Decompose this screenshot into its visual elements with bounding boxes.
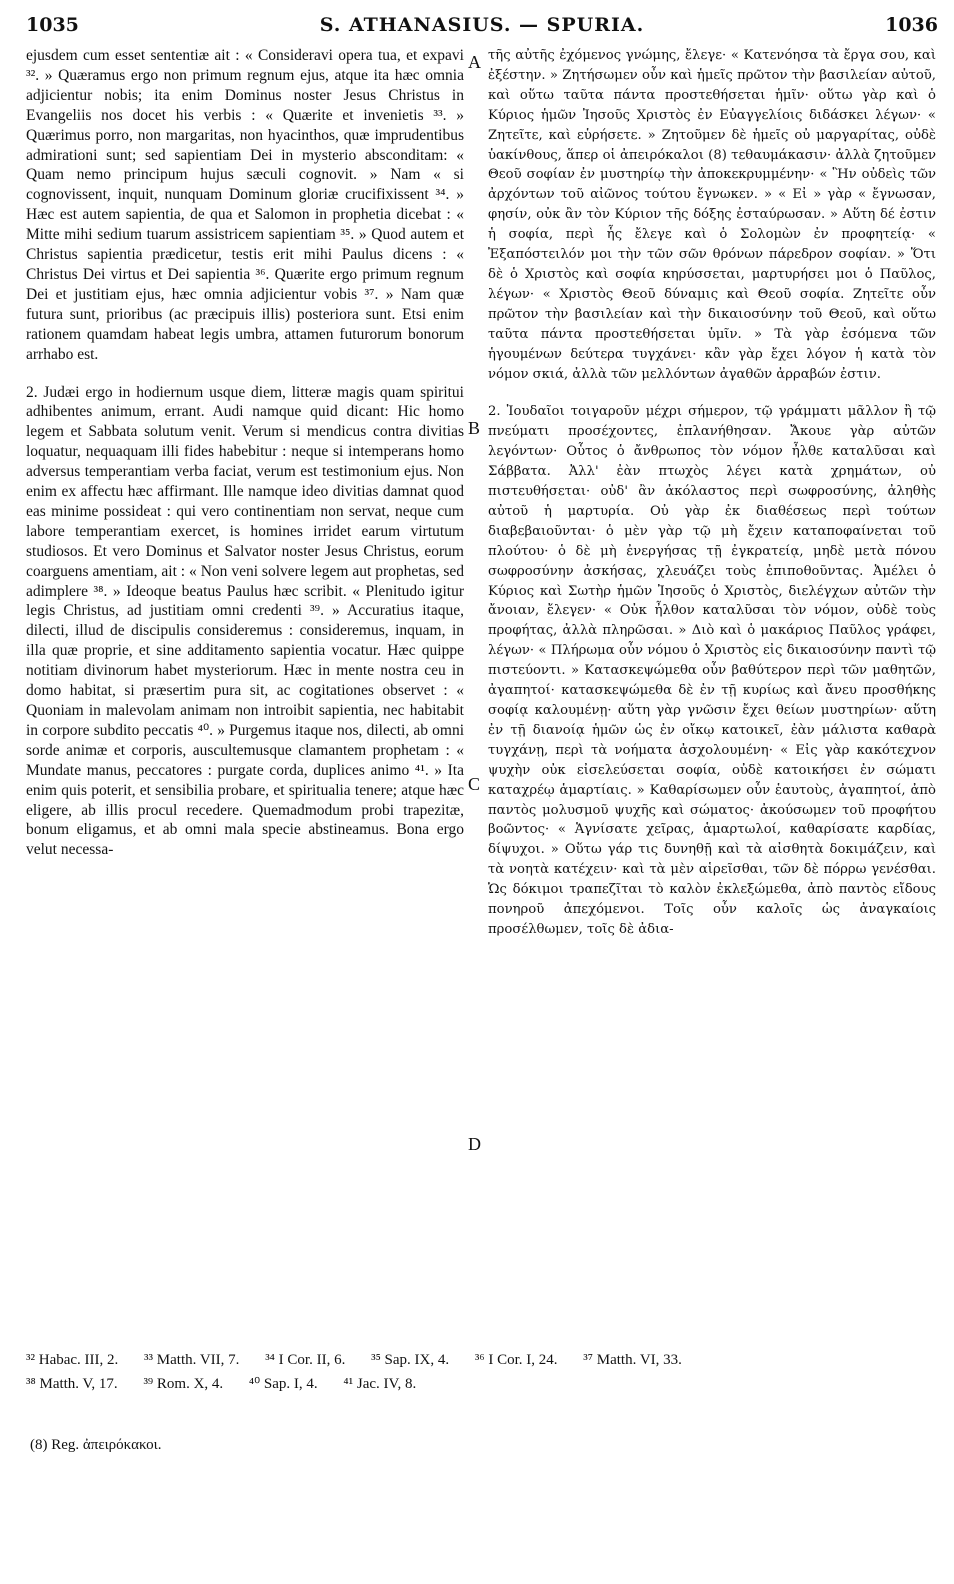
footnotes-row-1 [26,1352,938,1369]
footnote: ³² Habac. III, 2. [26,1352,119,1368]
footnote: ³⁷ Matth. VI, 33. [583,1352,682,1368]
footnote: ³⁵ Sap. IX, 4. [371,1352,450,1368]
footnote: ³³ Matth. VII, 7. [144,1352,240,1368]
margin-marker-d: D [468,1134,481,1154]
greek-paragraph-1: τῆς αὐτῆς ἐχόμενος γνώμης, ἔλεγε· « Κατενόησα τὰ ἔργα σου, καὶ ἐξέστην. » Ζητήσωμεν οὖν καὶ ἡμεῖς πρῶτον τὴν βασιλείαν αὐτοῦ, καὶ οὕτω ταῦτα πάντα προστεθήσεται ἡμῖν· οὕτω γὰρ καὶ ὁ Κύριος ἡμῶν Ἰησοῦς Χριστὸς ἐν Εὐαγγελίοις διδάσκει λέγων· « Ζητεῖτε, καὶ εὑρήσετε. » Ζητοῦμεν δὲ ἡμεῖς οὐ μαργαρίτας, οὐδὲ ὑακίνθους, ἅπερ οἱ ἀπειρόκαλοι (8) τεθαυμάκασιν· ἀλλὰ ζητοῦμεν Θεοῦ σοφίαν ἐν μυστηρίῳ τὴν ἀποκεκρυμμένην· « Ἣν οὐδεὶς τῶν ἀρχόντων τοῦ αἰῶνος τούτου ἔγνωκεν. » « Εἰ » γὰρ « ἔγνωσαν, φησίν, οὐκ ἂν τὸν Κύριον τῆς δόξης ἐσταύρωσαν. » Αὕτη δέ ἐστιν ἡ σοφία, περὶ ἧς ἔλεγε καὶ ὁ Σολομὼν ἐν προφητείᾳ· « Ἐξαπόστειλόν μοι τὴν τῶν σῶν θρόνων πάρεδρον σοφίαν. » Ὅτι δὲ ὁ Χριστὸς καὶ σοφία κηρύσσεται, μαρτυρήσει μοι ὁ Παῦλος, λέγων· « Χριστὸς Θεοῦ δύναμις καὶ Θεοῦ σοφία. Ζητεῖτε οὖν πρῶτον τὴν βασιλείαν καὶ τὴν δικαιοσύνην τοῦ Θεοῦ, καὶ οὕτω ταῦτα πάντα προστεθήσεται ὑμῖν. » Τὰ γὰρ ἐσόμενα τῶν ἡγουμένων δεύτερα τυγχάνει· κἂν γὰρ ἔχει λόγον ἡ κατὰ τὸν νόμον σκιά, ἀλλὰ τῶν μελλόντων ἀγαθῶν ἀρραβών ἐστιν. [488,48,936,382]
greek-column [488,46,936,958]
latin-paragraph-2: 2. Judæi ergo in hodiernum usque diem, litteræ magis quam spiritui adhibentes animum, errant. Audi namque quid dicant: Hic homo legem et Sabbata solutum venit. Verum si mendicus contra divitias loquatur, nequaquam illi fides habebitur : neque si intemperans homo adversus temperantiam verba faciat, verum est testimonium ejus. Non enim ex affectu hæc affirmant. Ille namque ideo divitias damnat quod eas minime possideat : qui vero continentiam non servat, neque cum labore temperantiam exercet, is homines irridet earum virtutum studiosos. Et vero Dominus et Salvator noster Jesus Christus, eorum coarguens amentiam, ait : « Non veni solvere legem aut prophetas, sed adimplere ³⁸. » Ideoque beatus Paulus hæc scribit. « Plenitudo igitur legis Christus, ad justitiam omni credenti ³⁹. » Accuratius itaque, dilecti, illud de discipulis consideremus : consideremus, inquam, in illa quæ proprie, et sine additamento sapientia vocatur. Hæc quippe notitiam divinorum habet mysteriorum. Hæc in mente nostra ceu in domo habitat, si præsertim pura sit, ac cogitationes observet : « Quoniam in malevolam animam non introibit sapientia, nec habitabit in corpore subdito peccatis ⁴⁰. » Purgemus itaque nos, dilecti, ab omni sorde animæ et corporis, auscultemusque clamantem prophetam : « Mundate manus, peccatores : purgate corda, duplices animo ⁴¹. » Ita enim quis poterit, et sensibilia probare, et spiritualia tenere; atque hæc eligere, ab illis procul recedere. Quemadmodum probi trapezitæ, bonum eligamus, et ab omni mala specie abstineamus. Bona ergo velut necessa- [26,383,464,859]
page-header [26,14,938,42]
variant-note: (8) Reg. ἀπειρόκακοι. [30,1437,162,1453]
footnote: ⁴⁰ Sap. I, 4. [248,1376,318,1392]
latin-column [26,46,464,878]
margin-marker-a: A [468,52,481,72]
latin-paragraph-1: ejusdem cum esset sententiæ ait : « Consideravi opera tua, et expavi ³². » Quæramus ergo non primum regnum ejus, atque ita hæc omnia adjicientur nobis; ita enim Dominus noster Jesus Christus in Evangeliis nos docet his verbis : « Quærite et invenietis ³³. » Quærimus porro, non margaritas, non hyacinthos, quæ imprudentibus admirationi sunt; sed sapientiam Dei in mysterio absconditam: « Quam nemo principum hujus sæculi cognovit. » Nam « si cognovissent, inquit, nunquam Dominum gloriæ crucifixissent ³⁴. » Hæc est autem sapientia, de qua et Salomon in prophetia dicebat : « Mitte mihi sedium tuarum assistricem sapientiam ³⁵. » Quod autem et Christus sapientia prædicetur, testis erit mihi Paulus dicens : « Christus Dei virtus et Dei sapientia ³⁶. Quærite ergo primum regnum Dei et justitiam ejus, hæc omnia adjicientur vobis ³⁷. » Nam quæ futura sunt, prioribus (ac præcipuis illis) posteriora sunt. Etsi enim rationem quamdam habeat legis umbra, attamen futurorum bonorum arrhabo est. [26,47,464,363]
footnotes-row-2 [26,1374,938,1393]
running-title: S. ATHANASIUS. — SPURIA. [319,14,645,36]
page-number-right: 1036 [885,14,938,36]
footnote: ³⁸ Matth. V, 17. [26,1376,118,1392]
footnote: ⁴¹ Jac. IV, 8. [343,1376,417,1392]
page-number-left: 1035 [26,14,79,36]
footnote: ³⁴ I Cor. II, 6. [265,1352,346,1368]
margin-marker-c: C [468,774,481,794]
footnote: ³⁹ Rom. X, 4. [143,1376,224,1392]
greek-paragraph-2: 2. Ἰουδαῖοι τοιγαροῦν μέχρι σήμερον, τῷ γράμματι μᾶλλον ἢ τῷ πνεύματι προσέχοντες, ἐπλανήθησαν. Ἄκουε γὰρ αὐτῶν λεγόντων· Οὗτος ὁ ἄνθρωπος τὸν νόμον ἦλθε καταλῦσαι καὶ Σάββατα. Ἀλλ' ἐὰν πτωχὸς λέγει κατὰ χρημάτων, οὐ πιστευθήσεται· οὐδ' ἂν ἀκόλαστος περὶ σωφροσύνης, ἀληθὴς αὐτοῦ ἡ μαρτυρία. Οὐ γὰρ ἐκ διαθέσεως περὶ τούτων διαβεβαιοῦνται· ὁ μὲν γὰρ τῷ μὴ ἔχειν καταποφαίνεται τοῦ πλούτου· ὁ δὲ μὴ ἐνεργήσας τῇ ἐγκρατείᾳ, μηδὲ μετὰ πόνου σωφροσύνην ἀσκήσας, χλευάζει τοὺς ἐπιποθοῦντας. Ἀμέλει ὁ Κύριος καὶ Σωτὴρ ἡμῶν Ἰησοῦς ὁ Χριστὸς, διελέγχων αὐτῶν τὴν ἄνοιαν, ἔλεγεν· « Οὐκ ἦλθον καταλῦσαι τὸν νόμον, οὐδὲ τοὺς προφήτας, ἀλλὰ πληρῶσαι. » Διὸ καὶ ὁ μακάριος Παῦλος γράφει, λέγων· « Πλήρωμα οὖν νόμου ὁ Χριστὸς εἰς δικαιοσύνην παντὶ τῷ πιστεύοντι. » Κατασκεψώμεθα οὖν βαθύτερον περὶ τῶν μαθητῶν, ἀγαπητοί· κατασκεψώμεθα δὲ ἐν τῇ κυρίως καὶ ἄνευ προσθήκης σοφίᾳ καλουμένῃ· αὕτη γὰρ γνῶσιν ἔχει θείων μυστηρίων· αὕτη ἐν τῇ διανοίᾳ ἡμῶν ὡς ἐν οἴκῳ κατοικεῖ, ἐὰν μάλιστα καθαρὰ τυγχάνῃ, περὶ τὰ νοήματα ἀσχολουμένη· « Εἰς γὰρ κακότεχνον ψυχὴν οὐκ εἰσελεύσεται σοφία, οὐδὲ κατοικήσει ἐν σώματι καταχρέῳ ἁμαρτίαις. » Καθαρίσωμεν οὖν ἑαυτοὺς, ἀγαπητοί, ἀπὸ παντὸς μολυσμοῦ ψυχῆς καὶ σώματος· ἀκούσωμεν τοῦ προφήτου βοῶντος· « Ἁγνίσατε χεῖρας, ἁμαρτωλοί, καθαρίσατε καρδίας, δίψυχοι. » Οὕτω γάρ τις δυνηθῇ καὶ τὰ αἰσθητὰ δοκιμάζειν, καὶ τὰ νοητὰ κατέχειν· καὶ τὰ μὲν αἱρεῖσθαι, τῶν δὲ πόρρω γενέσθαι. Ὡς δόκιμοι τραπεζῖται τὸ καλὸν ἐκλεξώμεθα, ἀπὸ παντὸς εἴδους πονηροῦ ἀπεχόμενοι. Τοῖς οὖν καλοῖς ὡς ἀναγκαίοις προσέλθωμεν, τοῖς δὲ ἀδια- [488,404,936,937]
margin-marker-b: B [468,418,481,438]
footnote: ³⁶ I Cor. I, 24. [474,1352,558,1368]
